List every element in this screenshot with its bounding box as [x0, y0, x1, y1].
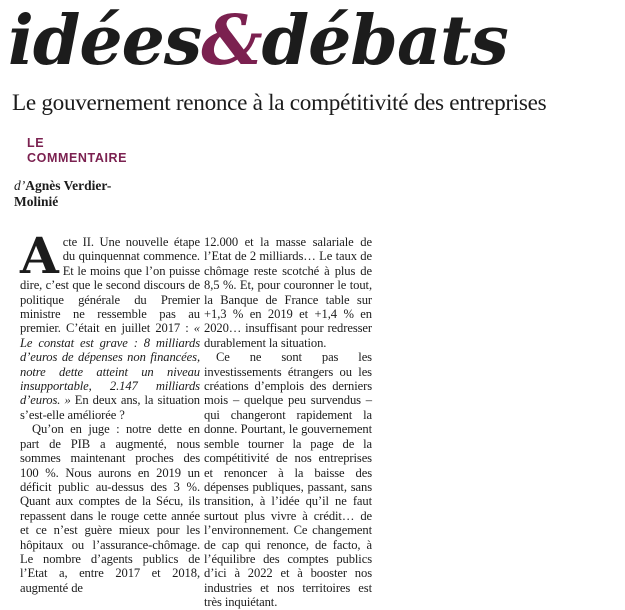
section-tag — [27, 136, 127, 166]
drop-cap: A — [20, 226, 59, 285]
paragraph-1-text: cte II. Une nouvelle étape du quinquennat commence. Et le moins que l’on puisse dire, c’est que le second discours de politique générale du Premier ministre ne ressemble pas au premier. C’était en juillet 2017 : — [20, 235, 200, 336]
author-name-line1: Agnès Verdier- — [25, 178, 112, 193]
masthead — [8, 0, 620, 82]
paragraph-1-tail: En deux ans, la situation s’est-elle améliorée ? — [20, 393, 200, 422]
masthead-ampersand: & — [201, 1, 262, 81]
section-tag-line2: COMMENTAIRE — [27, 151, 128, 165]
masthead-ideas: idées — [8, 1, 202, 81]
paragraph-2: Qu’on en juge : notre dette en part de PIB a augmenté, nous sommes maintenant proches des 100 %. Nous aurons en 2019 un déficit public au-dessus des 3 %. Quant aux comptes de la Sécu, ils repassent dans le rouge cette année et ce n’est guère mieux pour les hôpitaux ou l’assurance-chômage. Le nombre d’agents publics de l’Etat a, entre 2017 et 2018, augmenté de — [20, 422, 200, 595]
section-tag-line1: LE — [27, 136, 45, 150]
author-name-line2: Molinié — [14, 194, 59, 209]
quote: « Le constat est grave : 8 milliards d’euros de dépenses non financées, notre dette atteint un niveau insupportable, 2.147 milliards d’euros. » — [20, 321, 200, 408]
article-column-2 — [204, 235, 372, 610]
byline — [14, 178, 174, 210]
paragraph-3: Ce ne sont pas les investissements étrangers ou les créations d’emplois des derniers mois – quelque peu survendus – qui changeront rapidement la donne. Pourtant, le gouvernement semble tourner la page de la compétitivité de nos entreprises et renoncer à la baisse des dépenses publiques, passant, sans transition, à l’idée qu’il ne faut surtout plus vivre à crédit… de l’environnement. Ce changement de cap qui renonce, de facto, à l’équilibre des comptes publics d’ici à 2022 et à booster nos industries et nos territoires est très inquiétant. — [204, 350, 372, 610]
paragraph-2-continued: 12.000 et la masse salariale de l’Etat de 2 milliards… Le taux de chômage reste scotché à plus de 8,5 %. Et, pour couronner le tout, la Banque de France table sur +1,3 % en 2019 et +1,4 % en 2020… insuffisant pour redresser durablement la situation. — [204, 235, 372, 350]
byline-prefix: d’ — [14, 178, 26, 193]
paragraph-1 — [20, 226, 200, 422]
article-column-1 — [20, 226, 200, 595]
article-headline: Le gouvernement renonce à la compétitivité des entreprises — [12, 90, 547, 116]
masthead-debates: débats — [261, 1, 508, 81]
